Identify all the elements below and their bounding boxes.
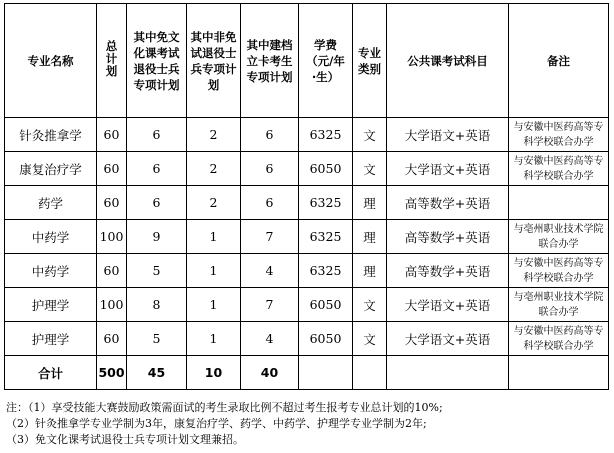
cell-name: 中药学 <box>5 220 97 254</box>
totals-label: 合计 <box>5 356 97 390</box>
cell-total: 60 <box>97 322 127 356</box>
cell-exempt: 5 <box>127 322 187 356</box>
cell-name: 护理学 <box>5 322 97 356</box>
cell-fee: 6325 <box>299 220 353 254</box>
cell-category: 理 <box>353 220 387 254</box>
header-poverty-plan: 其中建档立卡考生专项计划 <box>241 4 299 118</box>
totals-row <box>5 356 609 390</box>
cell-subjects: 大学语文+英语 <box>387 288 509 322</box>
header-name: 专业名称 <box>5 4 97 118</box>
cell-name: 药学 <box>5 186 97 220</box>
cell-name: 中药学 <box>5 254 97 288</box>
header-row <box>5 4 609 118</box>
cell-exempt: 6 <box>127 186 187 220</box>
cell-remark: 与安徽中医药高等专科学校联合办学 <box>509 322 609 356</box>
cell-subjects: 大学语文+英语 <box>387 322 509 356</box>
footnotes <box>6 400 612 448</box>
cell-subjects: 高等数学+英语 <box>387 220 509 254</box>
cell-name: 针灸推拿学 <box>5 118 97 152</box>
cell-total: 60 <box>97 118 127 152</box>
cell-exempt: 6 <box>127 152 187 186</box>
cell-fee: 6050 <box>299 288 353 322</box>
footnote: （2）针灸推拿学专业学制为3年，康复治疗学、药学、中药学、护理学专业学制为2年; <box>6 417 427 430</box>
header-category: 专业类别 <box>353 4 387 118</box>
cell-category: 文 <box>353 118 387 152</box>
cell-remark <box>509 186 609 220</box>
cell-total: 100 <box>97 288 127 322</box>
cell-name: 护理学 <box>5 288 97 322</box>
totals-fee <box>299 356 353 390</box>
table-row <box>5 322 609 356</box>
cell-remark: 与安徽中医药高等专科学校联合办学 <box>509 254 609 288</box>
plan-table <box>4 3 609 390</box>
cell-remark: 与亳州职业技术学院联合办学 <box>509 220 609 254</box>
header-remark: 备注 <box>509 4 609 118</box>
table-row <box>5 186 609 220</box>
cell-name: 康复治疗学 <box>5 152 97 186</box>
cell-total: 60 <box>97 254 127 288</box>
cell-poverty: 4 <box>241 254 299 288</box>
cell-exempt: 8 <box>127 288 187 322</box>
table-row <box>5 254 609 288</box>
cell-poverty: 6 <box>241 152 299 186</box>
table-row <box>5 152 609 186</box>
cell-category: 理 <box>353 186 387 220</box>
cell-nonexempt: 2 <box>187 152 241 186</box>
totals-remark <box>509 356 609 390</box>
cell-exempt: 5 <box>127 254 187 288</box>
cell-total: 100 <box>97 220 127 254</box>
totals-subjects <box>387 356 509 390</box>
cell-poverty: 6 <box>241 186 299 220</box>
cell-total: 60 <box>97 152 127 186</box>
cell-poverty: 4 <box>241 322 299 356</box>
cell-fee: 6050 <box>299 152 353 186</box>
header-nonexempt-plan: 其中非免试退役士兵专项计划 <box>187 4 241 118</box>
totals-poverty: 40 <box>241 356 299 390</box>
table-row <box>5 220 609 254</box>
cell-remark: 与安徽中医药高等专科学校联合办学 <box>509 118 609 152</box>
table-row <box>5 288 609 322</box>
cell-fee: 6325 <box>299 254 353 288</box>
cell-nonexempt: 2 <box>187 186 241 220</box>
cell-category: 理 <box>353 254 387 288</box>
cell-category: 文 <box>353 288 387 322</box>
totals-category <box>353 356 387 390</box>
header-subjects: 公共课考试科目 <box>387 4 509 118</box>
cell-nonexempt: 1 <box>187 220 241 254</box>
cell-remark: 与亳州职业技术学院联合办学 <box>509 288 609 322</box>
cell-category: 文 <box>353 322 387 356</box>
table-row <box>5 118 609 152</box>
cell-nonexempt: 2 <box>187 118 241 152</box>
totals-nonexempt: 10 <box>187 356 241 390</box>
cell-remark: 与安徽中医药高等专科学校联合办学 <box>509 152 609 186</box>
header-exempt-plan: 其中免文化课考试退役士兵专项计划 <box>127 4 187 118</box>
cell-poverty: 6 <box>241 118 299 152</box>
cell-fee: 6325 <box>299 186 353 220</box>
header-total: 总计划 <box>97 4 127 118</box>
header-fee: 学费（元/年·生） <box>299 4 353 118</box>
cell-subjects: 高等数学+英语 <box>387 254 509 288</box>
cell-category: 文 <box>353 152 387 186</box>
cell-poverty: 7 <box>241 220 299 254</box>
cell-nonexempt: 1 <box>187 322 241 356</box>
cell-exempt: 6 <box>127 118 187 152</box>
cell-subjects: 大学语文+英语 <box>387 152 509 186</box>
cell-nonexempt: 1 <box>187 288 241 322</box>
footnote: （3）免文化课考试退役士兵专项计划文理兼招。 <box>6 433 244 446</box>
cell-total: 60 <box>97 186 127 220</box>
totals-total: 500 <box>97 356 127 390</box>
cell-exempt: 9 <box>127 220 187 254</box>
cell-fee: 6050 <box>299 322 353 356</box>
footnote: 注：（1）享受技能大赛鼓励政策需面试的考生录取比例不超过考生报考专业总计划的10%; <box>6 401 443 414</box>
cell-subjects: 大学语文+英语 <box>387 118 509 152</box>
cell-subjects: 高等数学+英语 <box>387 186 509 220</box>
cell-fee: 6325 <box>299 118 353 152</box>
totals-exempt: 45 <box>127 356 187 390</box>
cell-nonexempt: 1 <box>187 254 241 288</box>
cell-poverty: 7 <box>241 288 299 322</box>
